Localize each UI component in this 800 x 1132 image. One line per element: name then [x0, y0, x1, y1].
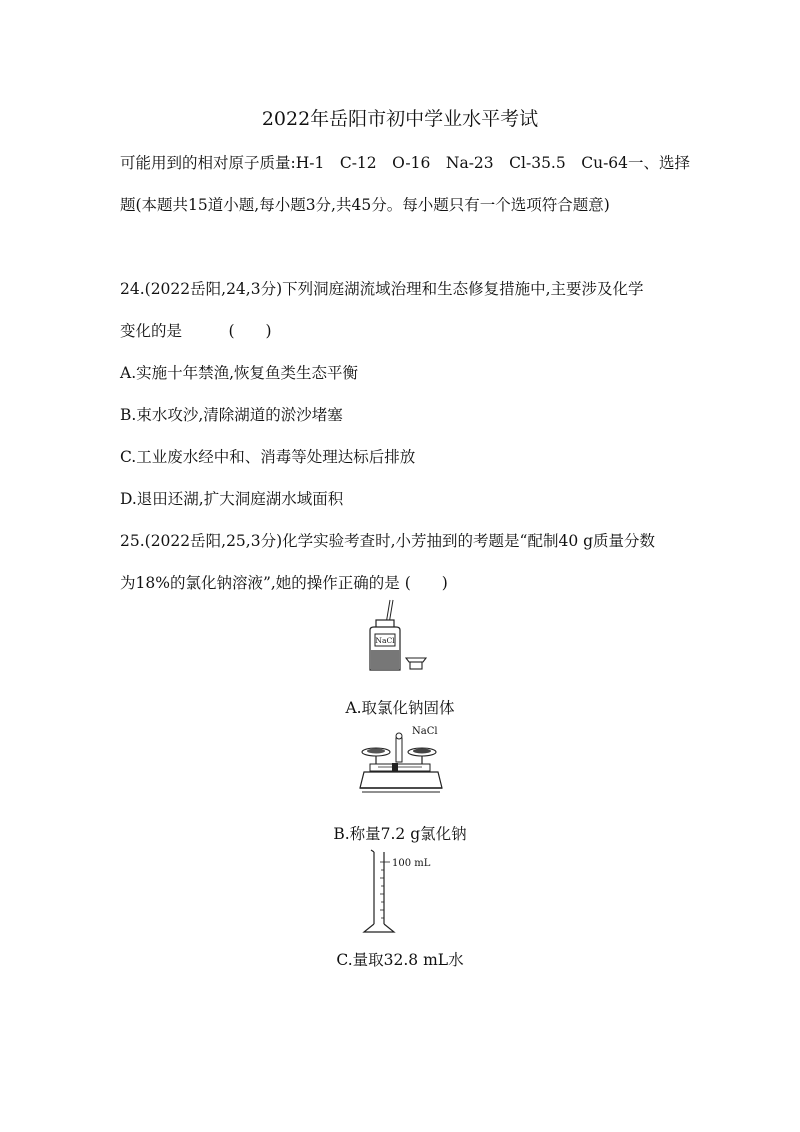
q25-caption-b: B.称量7.2 g氯化钠 [333, 825, 467, 843]
exam-title: 2022年岳阳市初中学业水平考试 [261, 108, 539, 130]
section-instruction: 题(本题共15道小题,每小题3分,共45分。每小题只有一个选项符合题意) [120, 196, 610, 214]
q25-stem-line1: 25.(2022岳阳,25,3分)化学实验考查时,小芳抽到的考题是“配制40 g质量分数 [120, 532, 656, 550]
bottle-label-text: NaCl [375, 636, 395, 645]
q24-stem-line1: 24.(2022岳阳,24,3分)下列洞庭湖流域治理和生态修复措施中,主要涉及化学 [120, 280, 644, 298]
q24-option-c: C.工业废水经中和、消毒等处理达标后排放 [120, 448, 416, 466]
balance-figure [352, 722, 452, 800]
q24-option-b: B.束水攻沙,清除湖道的淤沙堵塞 [120, 406, 343, 424]
graduated-cylinder-figure [360, 846, 450, 936]
q24-stem-line2: 变化的是 ( ) [120, 322, 272, 340]
balance-label-text: NaCl [412, 726, 438, 737]
q24-option-d: D.退田还湖,扩大洞庭湖水域面积 [120, 490, 344, 508]
atomic-masses-line: 可能用到的相对原子质量:H-1 C-12 O-16 Na-23 Cl-35.5 Cu-64一、选择 [120, 154, 691, 172]
cylinder-capacity-label: 100 mL [392, 858, 431, 869]
q24-option-a: A.实施十年禁渔,恢复鱼类生态平衡 [120, 364, 359, 382]
q25-stem-line2: 为18%的氯化钠溶液”,她的操作正确的是 ( ) [120, 574, 448, 592]
q25-caption-c: C.量取32.8 mL水 [336, 951, 464, 969]
q25-caption-a: A.取氯化钠固体 [345, 699, 455, 717]
reagent-bottle-figure [360, 598, 440, 676]
